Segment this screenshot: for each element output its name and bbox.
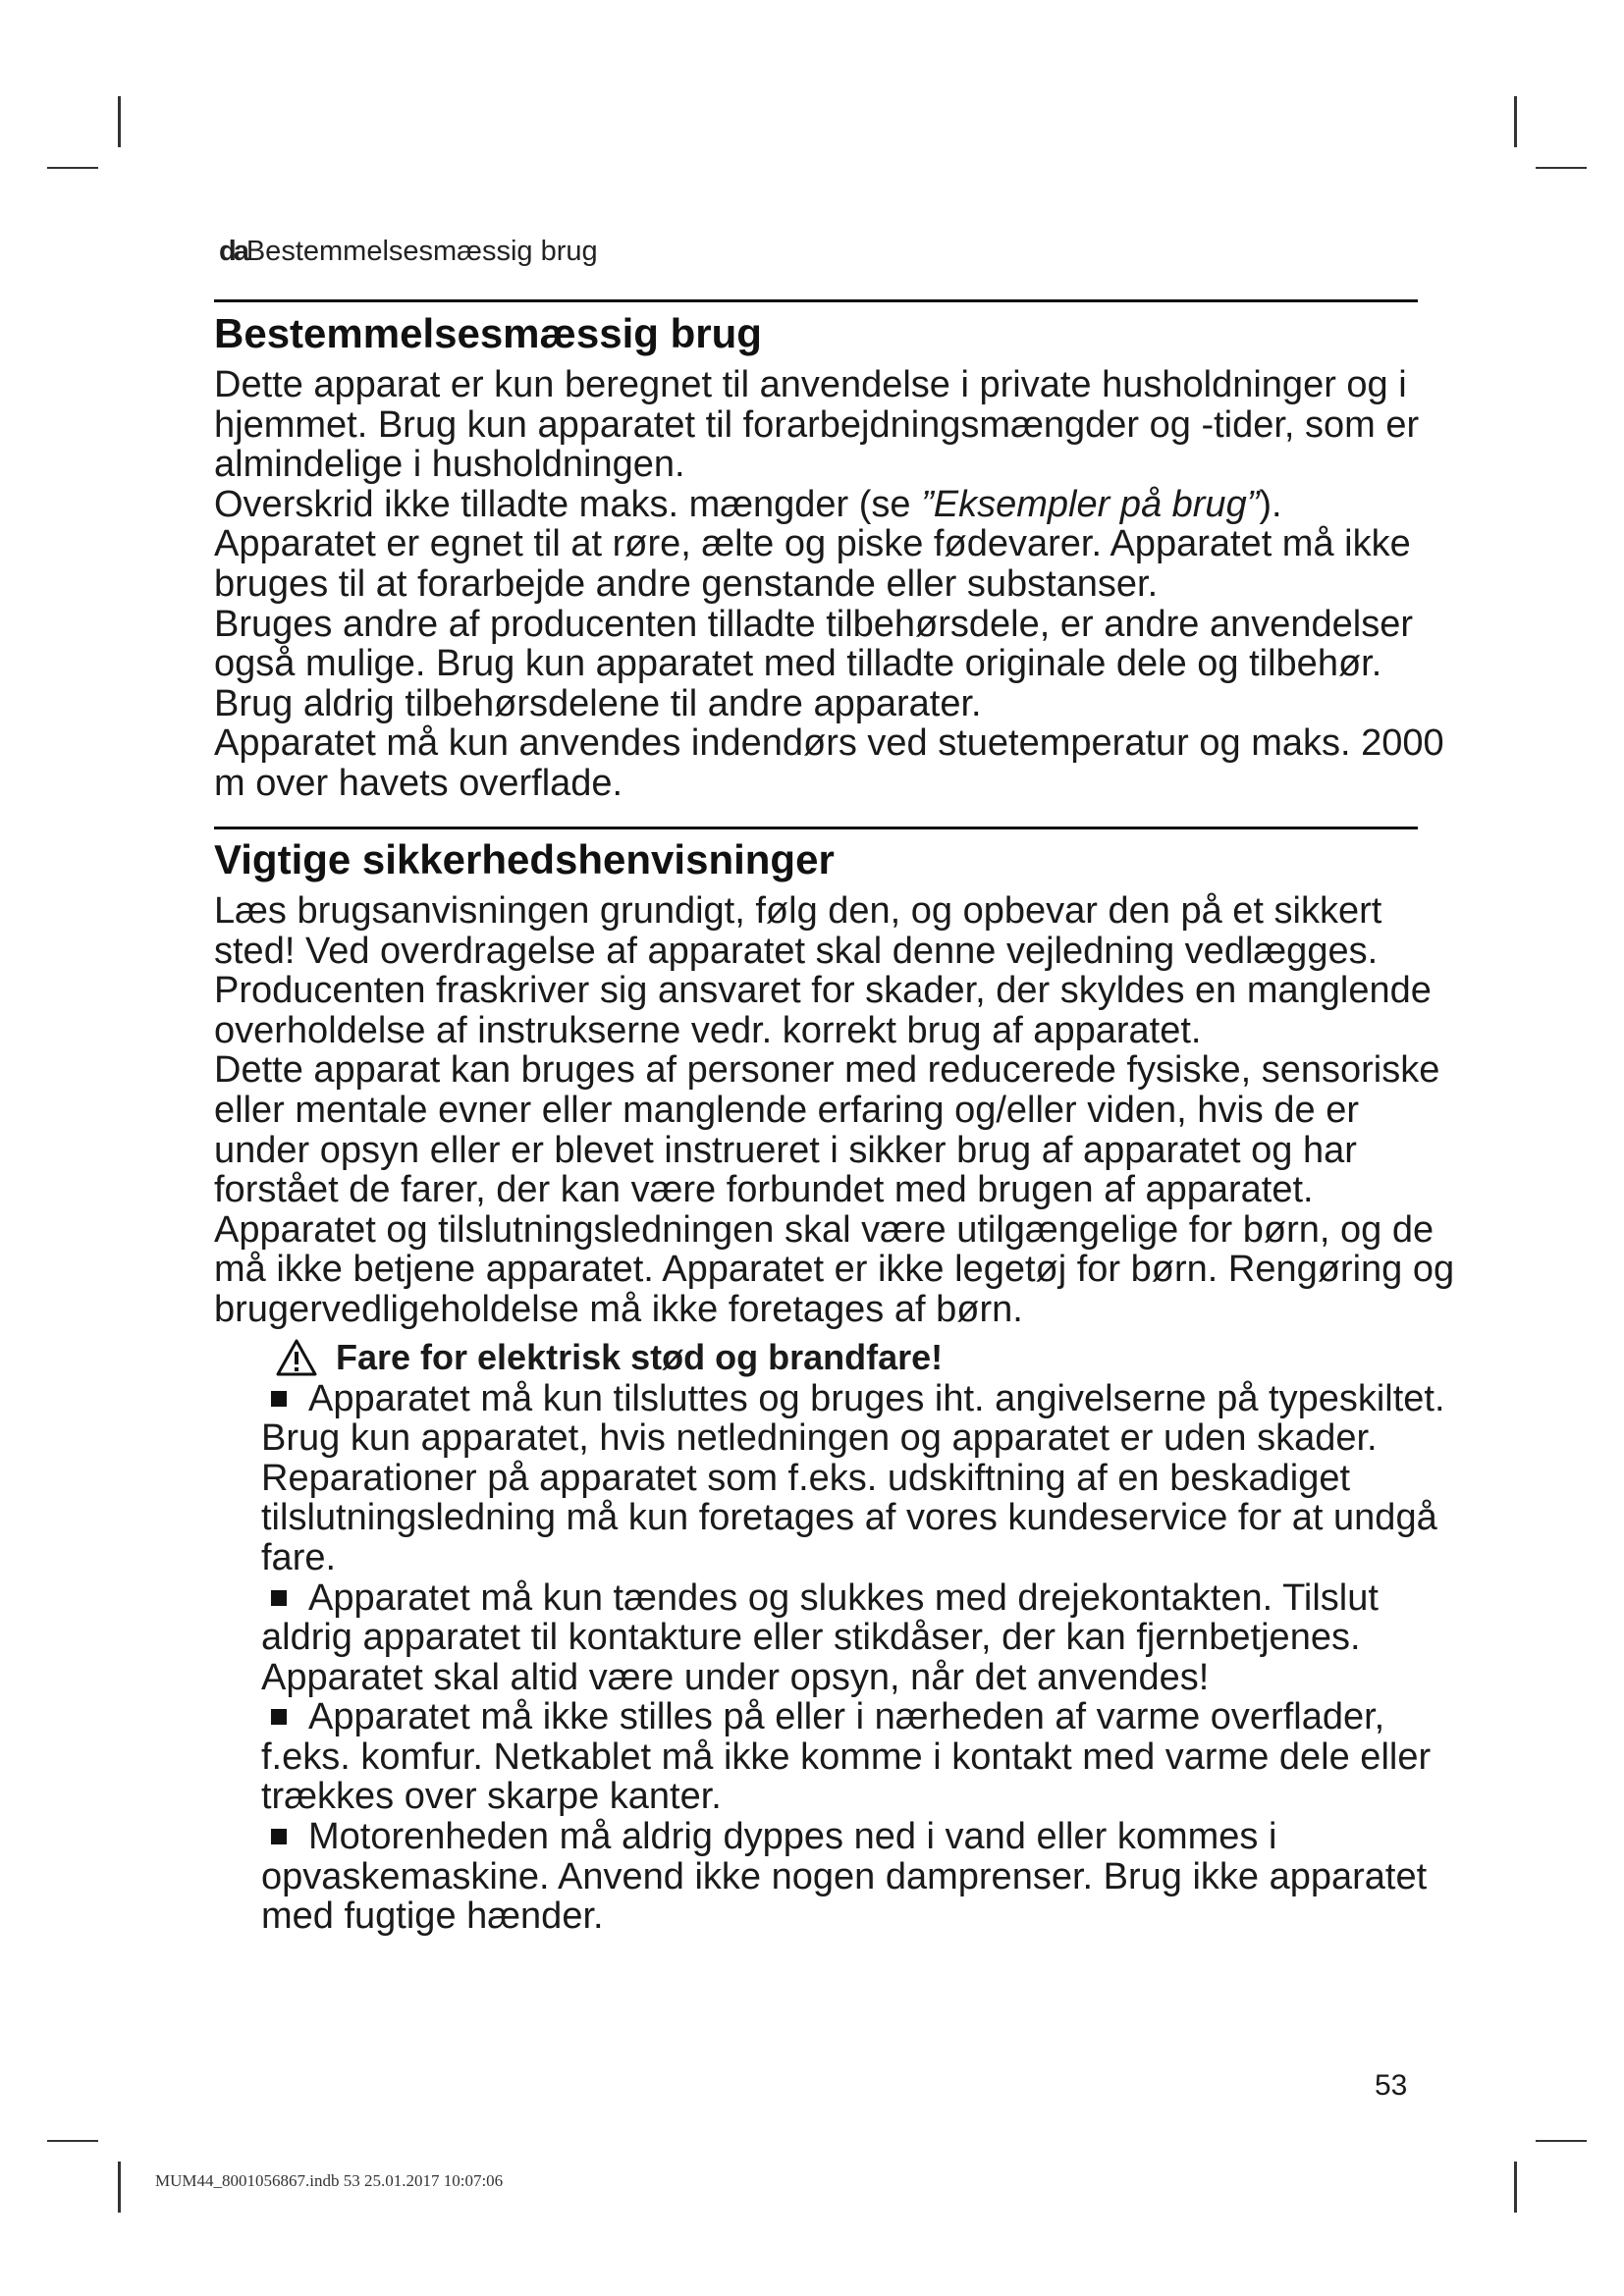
crop-mark: [118, 96, 121, 147]
crop-mark: [118, 2162, 121, 2213]
print-info: MUM44_8001056867.indb 53 25.01.2017 10:07:06: [155, 2171, 504, 2190]
warning-list: [214, 1379, 1461, 1937]
warning-title: Fare for elektrisk stød og brandfare!: [336, 1336, 944, 1377]
crop-mark: [1514, 2162, 1517, 2213]
crop-mark: [47, 167, 98, 169]
section-heading: Vigtige sikkerhedshenvisninger: [214, 836, 835, 882]
running-header: [219, 236, 598, 268]
paragraph: Bruges andre af producenten tilladte tilbehørsdele, er andre anvendelser også mulige. Brug kun apparatet med tilladte originale dele og tilbehør. Brug aldrig tilbehørsdelene til andre apparater.: [214, 603, 1413, 724]
paragraph: Dette apparat er kun beregnet til anvendelse i private husholdninger og i hjemmet. Brug kun apparatet til forarbejdningsmængder og -tider, som er almindelige i husholdningen.: [214, 364, 1420, 486]
list-item: Apparatet må kun tilsluttes og bruges iht. angivelserne på typeskiltet. Brug kun apparatet, hvis netledningen og apparatet er uden skader. Reparationer på apparatet som f.eks. udskiftning af en beskadiget tilslutningsledning må kun foretages af vores kundeservice for at undgå fare.: [261, 1377, 1445, 1578]
warning-heading: [275, 1336, 1461, 1379]
cross-reference: ”Eksempler på brug”: [921, 483, 1260, 525]
bullet-square-icon: [271, 1590, 287, 1606]
crop-mark: [1536, 167, 1587, 169]
page-number: 53: [1375, 2069, 1408, 2102]
bullet-square-icon: [271, 1829, 287, 1844]
section-body: [214, 891, 1461, 1330]
list-item: Apparatet må kun tændes og slukkes med drejekontakten. Tilslut aldrig apparatet til kontakture eller stikdåser, der kan fjernbetjenes. Apparatet skal altid være under opsyn, når det anvendes!: [261, 1576, 1379, 1698]
crop-mark: [1514, 96, 1517, 147]
section-rule: [214, 827, 1418, 829]
section-heading: Bestemmelsesmæssig brug: [214, 310, 762, 356]
language-code: da: [219, 236, 246, 267]
crop-mark: [1536, 2140, 1587, 2142]
paragraph: Apparatet er egnet til at røre, ælte og piske fødevarer. Apparatet må ikke bruges til at forarbejde andre genstande eller substanser.: [214, 523, 1411, 605]
bullet-square-icon: [271, 1709, 287, 1725]
section-intended-use: [214, 310, 1461, 804]
crop-mark: [47, 2140, 98, 2142]
running-title: Bestemmelsesmæssig brug: [245, 236, 598, 267]
section-safety: [214, 836, 1461, 1937]
paragraph: Overskrid ikke tilladte maks. mængder (se ”Eksempler på brug”).: [214, 483, 1282, 525]
list-item: Motorenheden må aldrig dyppes ned i vand eller kommes i opvaskemaskine. Anvend ikke nogen damprenser. Brug ikke apparatet med fugtige hænder.: [261, 1816, 1428, 1938]
bullet-square-icon: [271, 1391, 287, 1407]
warning-triangle-icon: [275, 1338, 318, 1377]
section-body: [214, 365, 1461, 804]
list-item: Apparatet må ikke stilles på eller i nærheden af varme overflader, f.eks. komfur. Netkablet må ikke komme i kontakt med varme dele eller trækkes over skarpe kanter.: [261, 1696, 1432, 1818]
paragraph: Dette apparat kan bruges af personer med reducerede fysiske, sensoriske eller mentale evner eller manglende erfaring og/eller viden, hvis de er under opsyn eller er blevet instrueret i sikker brug af apparatet og har forstået de farer, der kan være forbundet med brugen af apparatet. Apparatet og tilslutningsledningen skal være utilgængelige for børn, og de må ikke betjene apparatet. Apparatet er ikke legetøj for børn. Rengøring og brugervedligeholdelse må ikke foretages af børn.: [214, 1049, 1455, 1330]
paragraph: Læs brugsanvisningen grundigt, følg den, og opbevar den på et sikkert sted! Ved overdragelse af apparatet skal denne vejledning vedlægges. Producenten fraskriver sig ansvaret for skader, der skyldes en manglende overholdelse af instrukserne vedr. korrekt brug af apparatet.: [214, 890, 1432, 1051]
section-rule: [214, 299, 1418, 302]
paragraph: Apparatet må kun anvendes indendørs ved stuetemperatur og maks. 2000 m over havets overflade.: [214, 722, 1444, 804]
